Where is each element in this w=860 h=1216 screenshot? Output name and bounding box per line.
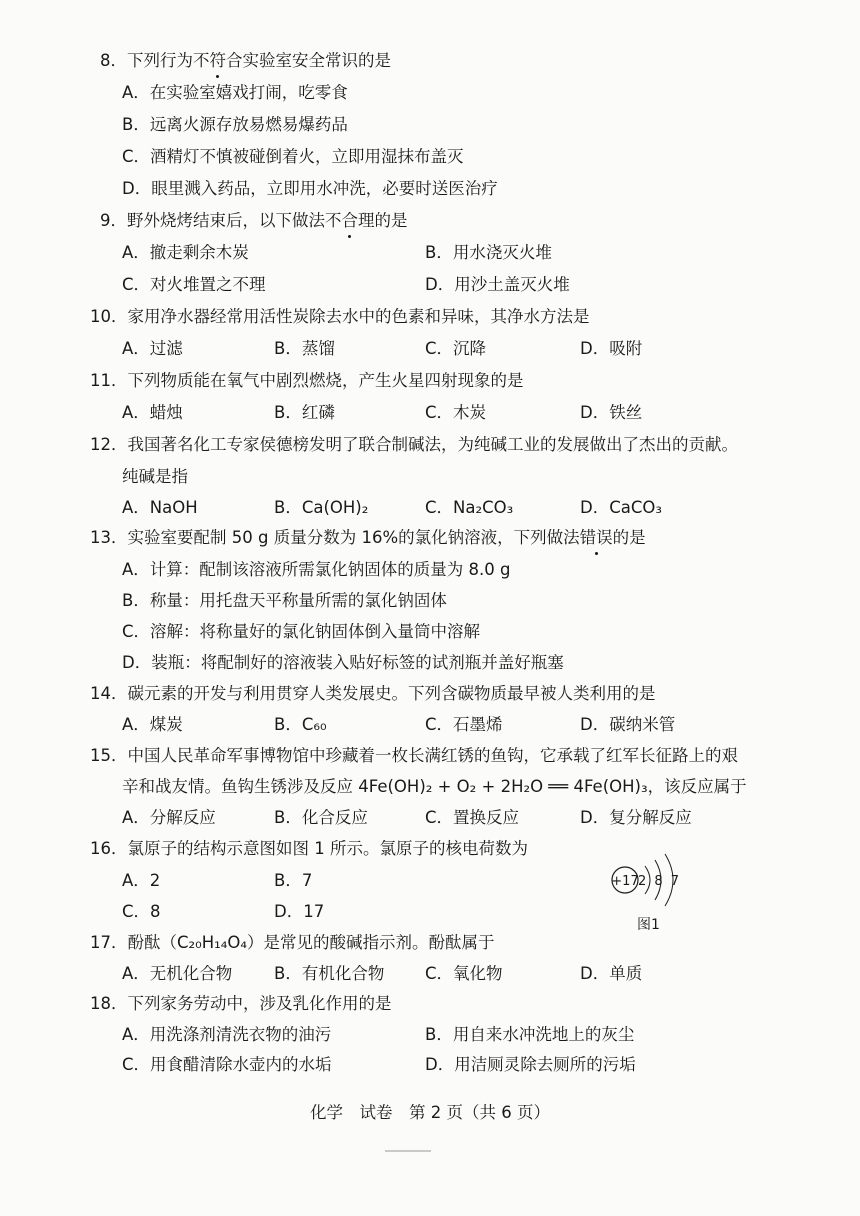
option-a: A．撤走剩余木炭 <box>122 243 249 262</box>
question-8-stem <box>100 50 391 72</box>
option-a: A．用洗涤剂清洗衣物的油污 <box>122 1025 332 1044</box>
question-15-stem-continued: 辛和战友情。鱼钩生锈涉及反应 4Fe(OH)₂ + O₂ + 2H₂O ══ 4Fe(OH)₃，该反应属于 <box>122 777 747 796</box>
option-c: C．Na₂CO₃ <box>425 498 514 517</box>
option-d: D．装瓶：将配制好的溶液装入贴好标签的试剂瓶并盖好瓶塞 <box>122 653 564 672</box>
option-d: D．CaCO₃ <box>580 498 662 517</box>
option-d: D．铁丝 <box>580 403 643 422</box>
option-d: D．眼里溅入药品，立即用水冲洗，必要时送医治疗 <box>122 179 498 198</box>
question-18-stem <box>90 993 392 1015</box>
stem-text: 下列行为 <box>127 51 193 70</box>
emphasis-text: 不符合 <box>193 51 243 70</box>
option-a: A．分解反应 <box>122 808 216 827</box>
stem-text: 家用净水器经常用活性炭除去水中的色素和异味，其净水方法是 <box>127 307 590 326</box>
question-12-stem-continued: 纯碱是指 <box>122 467 188 486</box>
option-b: B．远离火源存放易燃易爆药品 <box>122 115 348 134</box>
question-10-stem <box>90 306 590 328</box>
question-number: 9． <box>100 211 127 230</box>
stem-text: 野外烧烤结束后，以下做法 <box>127 211 325 230</box>
emphasis-text: 错误 <box>579 528 613 547</box>
option-b: B．7 <box>274 871 313 890</box>
page-footer: 化学 试卷 第 2 页（共 6 页） <box>310 1103 550 1122</box>
option-b: B．用自来水冲洗地上的灰尘 <box>425 1025 635 1044</box>
option-a: A．煤炭 <box>122 715 183 734</box>
electron-counts: 2 8 7 <box>638 874 682 889</box>
option-a: A．蜡烛 <box>122 403 183 422</box>
question-number: 13． <box>90 528 128 547</box>
stem-text: 氯原子的结构示意图如图 1 所示。氯原子的核电荷数为 <box>127 839 528 858</box>
stem-text: 的是 <box>612 528 646 547</box>
stem-text: 下列物质能在氧气中剧烈燃烧，产生火星四射现象的是 <box>127 371 524 390</box>
option-b: B．用水浇灭火堆 <box>425 243 552 262</box>
option-b: B．红磷 <box>274 403 335 422</box>
stem-text: 实验室要配制 50 g 质量分数为 16%的氯化钠溶液，下列做法 <box>127 528 580 547</box>
option-c: C．置换反应 <box>425 808 520 827</box>
option-b: B．称量：用托盘天平称量所需的氯化钠固体 <box>122 591 447 610</box>
option-b: B．C₆₀ <box>274 715 327 734</box>
option-c: C．石墨烯 <box>425 715 503 734</box>
option-b: B．有机化合物 <box>274 964 385 983</box>
option-a: A．2 <box>122 871 161 890</box>
option-d: D．吸附 <box>580 339 643 358</box>
question-number: 10． <box>90 307 128 326</box>
stem-text: 下列家务劳动中，涉及乳化作用的是 <box>127 994 392 1013</box>
stem-text: 实验室安全常识的是 <box>242 51 391 70</box>
stem-text: 我国著名化工专家侯德榜发明了联合制碱法，为纯碱工业的发展做出了杰出的贡献。 <box>127 435 738 454</box>
option-c: C．对火堆置之不理 <box>122 275 266 294</box>
option-a: A．NaOH <box>122 498 198 517</box>
option-c: C．沉降 <box>425 339 487 358</box>
question-14-stem <box>90 683 656 705</box>
question-number: 11． <box>90 371 128 390</box>
question-number: 18． <box>90 994 128 1013</box>
stem-text: 酚酞（C₂₀H₁₄O₄）是常见的酸碱指示剂。酚酞属于 <box>127 933 495 952</box>
question-16-stem <box>90 838 528 860</box>
option-b: B．蒸馏 <box>274 339 335 358</box>
option-c: C．8 <box>122 902 161 921</box>
option-b: B．化合反应 <box>274 808 368 827</box>
option-a: A．过滤 <box>122 339 183 358</box>
stem-text: 中国人民革命军事博物馆中珍藏着一枚长满红锈的鱼钩，它承载了红军长征路上的艰 <box>127 746 738 765</box>
option-c: C．用食醋清除水壶内的水垢 <box>122 1055 332 1074</box>
option-a: A．计算：配制该溶液所需氯化钠固体的质量为 8.0 g <box>122 560 511 579</box>
question-15-stem <box>90 745 738 767</box>
stem-text: 的是 <box>374 211 408 230</box>
question-17-stem <box>90 932 495 954</box>
option-d: D．用洁厕灵除去厕所的污垢 <box>425 1055 636 1074</box>
option-c: C．氧化物 <box>425 964 503 983</box>
question-number: 14． <box>90 684 128 703</box>
figure-caption: 图1 <box>637 917 660 933</box>
question-number: 8． <box>100 51 127 70</box>
option-c: C．溶解：将称量好的氯化钠固体倒入量筒中溶解 <box>122 622 481 641</box>
option-d: D．17 <box>274 902 325 921</box>
question-number: 16． <box>90 839 128 858</box>
scan-mark <box>385 1150 431 1152</box>
question-number: 17． <box>90 933 128 952</box>
option-d: D．单质 <box>580 964 643 983</box>
option-a: A．无机化合物 <box>122 964 233 983</box>
question-number: 12． <box>90 435 128 454</box>
question-13-stem <box>90 527 646 549</box>
question-number: 15． <box>90 746 128 765</box>
option-c: C．木炭 <box>425 403 487 422</box>
option-c: C．酒精灯不慎被碰倒着火，立即用湿抹布盖灭 <box>122 147 464 166</box>
option-d: D．用沙土盖灭火堆 <box>425 275 570 294</box>
option-d: D．碳纳米管 <box>580 715 676 734</box>
nucleus-charge: +17 <box>611 874 639 889</box>
question-12-stem <box>90 434 738 456</box>
option-d: D．复分解反应 <box>580 808 692 827</box>
question-11-stem <box>90 370 524 392</box>
stem-text: 碳元素的开发与利用贯穿人类发展史。下列含碳物质最早被人类利用的是 <box>127 684 656 703</box>
emphasis-text: 不合理 <box>325 211 375 230</box>
option-b: B．Ca(OH)₂ <box>274 498 369 517</box>
option-a: A．在实验室嬉戏打闹，吃零食 <box>122 83 348 102</box>
question-9-stem <box>100 210 408 232</box>
